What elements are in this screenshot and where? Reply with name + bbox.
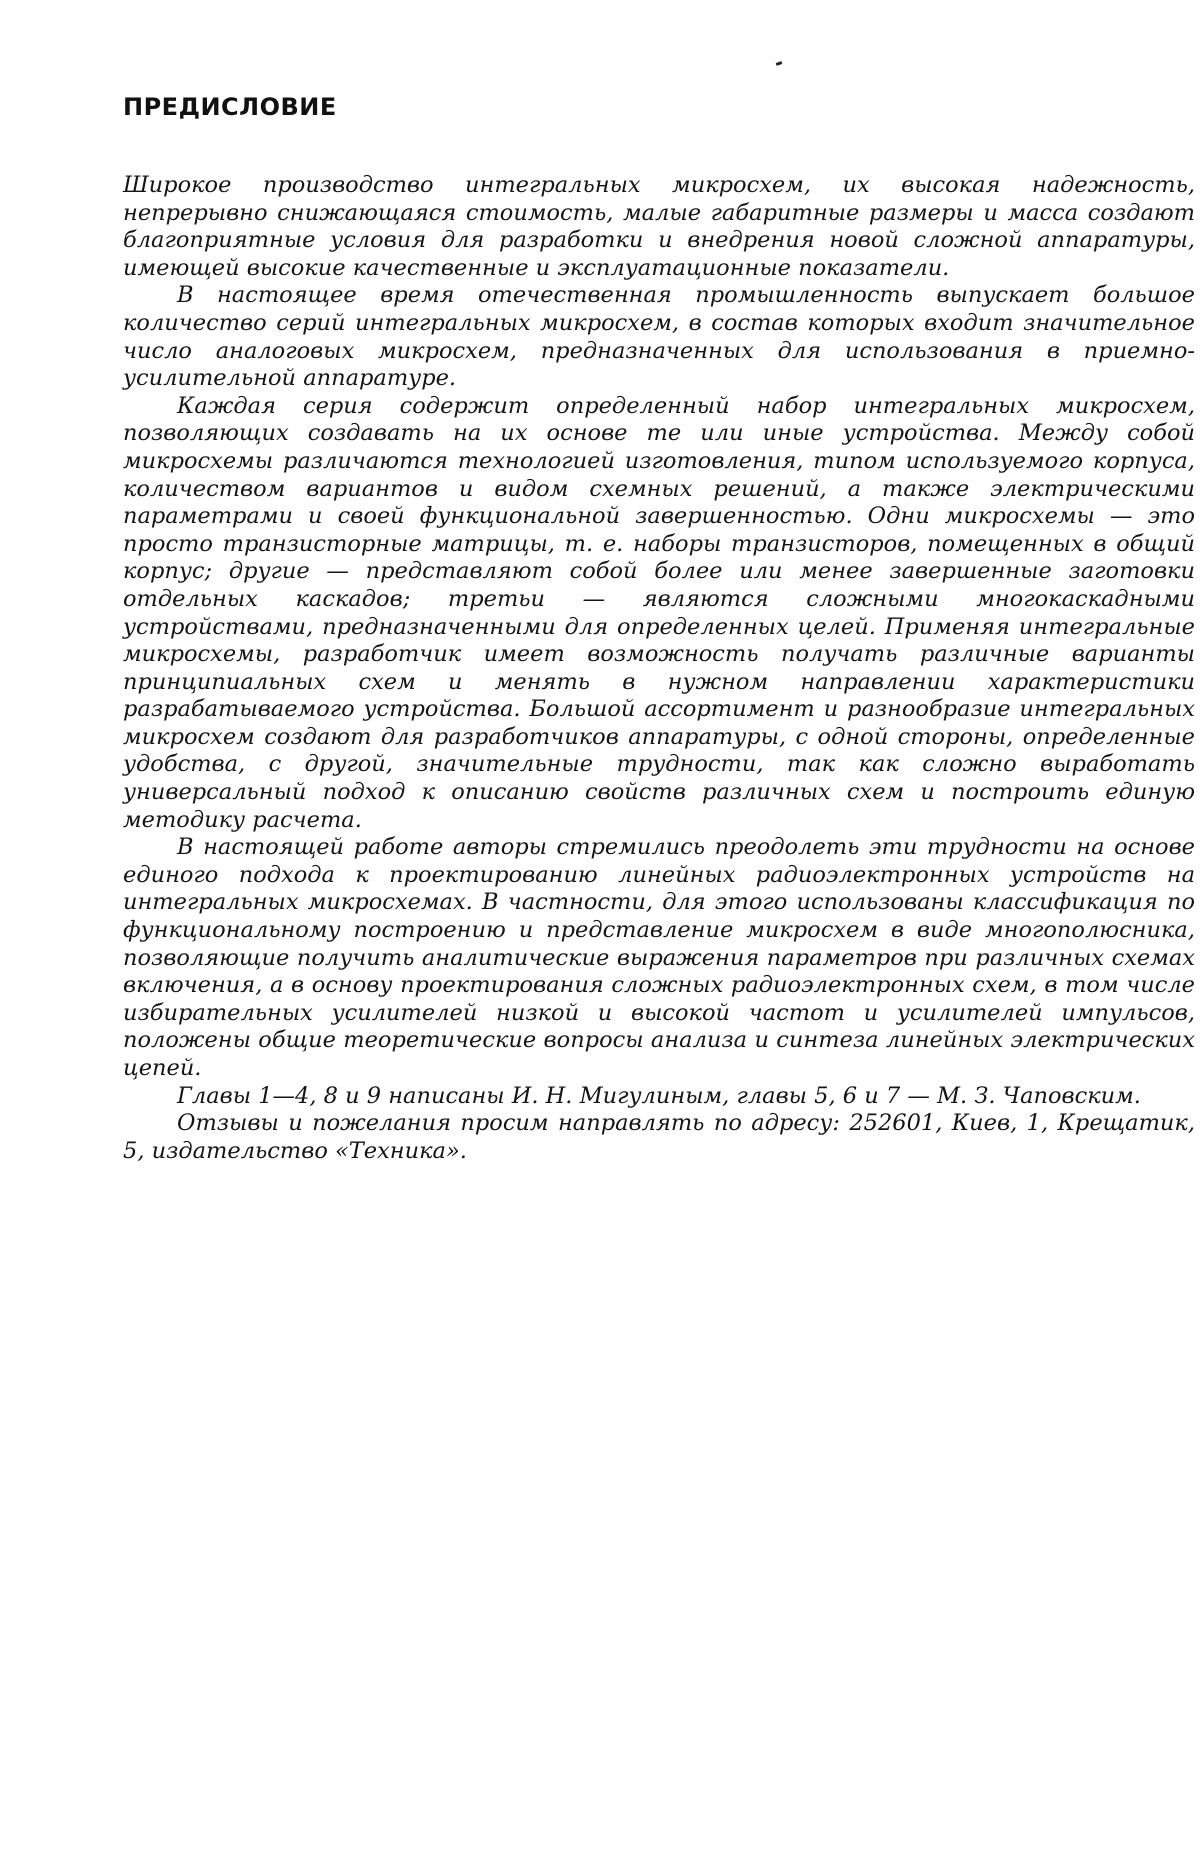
paragraph-approach: В настоящей работе авторы стремились преодолеть эти трудности на основе единого подхода к проектированию линейных радиоэлектронных устройств на интегральных микросхемах. В частности, для этого использованы классификация по функциональному построению и представление микросхем в виде многополюсника, позволяющие получить аналитические выражения параметров при различных схемах включения, а в основу проектирования сложных радиоэлектронных схем, в том числе избирательных усилителей низкой и высокой частот и усилителей импульсов, положены общие теоретические вопросы анализа и синтеза линейных электрических цепей. xyxy=(123,834,1195,1081)
section-heading: ПРЕДИСЛОВИЕ xyxy=(123,93,337,121)
paragraph-authors: Главы 1—4, 8 и 9 написаны И. Н. Мигулиным, главы 5, 6 и 7 — М. З. Чаповским. xyxy=(177,1082,1141,1109)
paragraph-series: Каждая серия содержит определенный набор интегральных микросхем, позволяющих создавать на их основе те или иные устройства. Между собой микросхемы различаются технологией изготовления, типом используемого корпуса, количеством вариантов и видом схемных решений, а также электрическими параметрами и своей функциональной завершенностью. Одни микросхемы — это просто транзисторные матрицы, т. е. наборы транзисторов, помещенных в общий корпус; другие — представляют собой более или менее завершенные заготовки отдельных каскадов; третьи — являются сложными многокаскадными устройствами, предназначенными для определенных целей. Применяя интегральные микросхемы, разработчик имеет возможность получать различные варианты принципиальных схем и менять в нужном направлении характеристики разрабатываемого устройства. Большой ассортимент и разнообразие интегральных микросхем создают для разработчиков аппаратуры, с одной стороны, определенные удобства, с другой, значительные трудности, так как сложно выработать универсальный подход к описанию свойств различных схем и построить единую методику расчета. xyxy=(123,392,1195,833)
preface-body xyxy=(123,172,1195,1165)
paragraph-industry: В настоящее время отечественная промышленность выпускает большое количество серий интегральных микросхем, в состав которых входит значительное число аналоговых микросхем, предназначенных для использования в приемно-усилительной аппаратуре. xyxy=(123,282,1195,392)
paragraph-feedback: Отзывы и пожелания просим направлять по адресу: 252601, Киев, 1, Крещатик, 5, издательство «Техника». xyxy=(123,1110,1195,1164)
paragraph-intro: Широкое производство интегральных микросхем, их высокая надежность, непрерывно снижающаяся стоимость, малые габаритные размеры и масса создают благоприятные условия для разработки и внедрения новой сложной аппаратуры, имеющей высокие качественные и эксплуатационные показатели. xyxy=(123,172,1195,281)
print-speck xyxy=(776,61,783,66)
